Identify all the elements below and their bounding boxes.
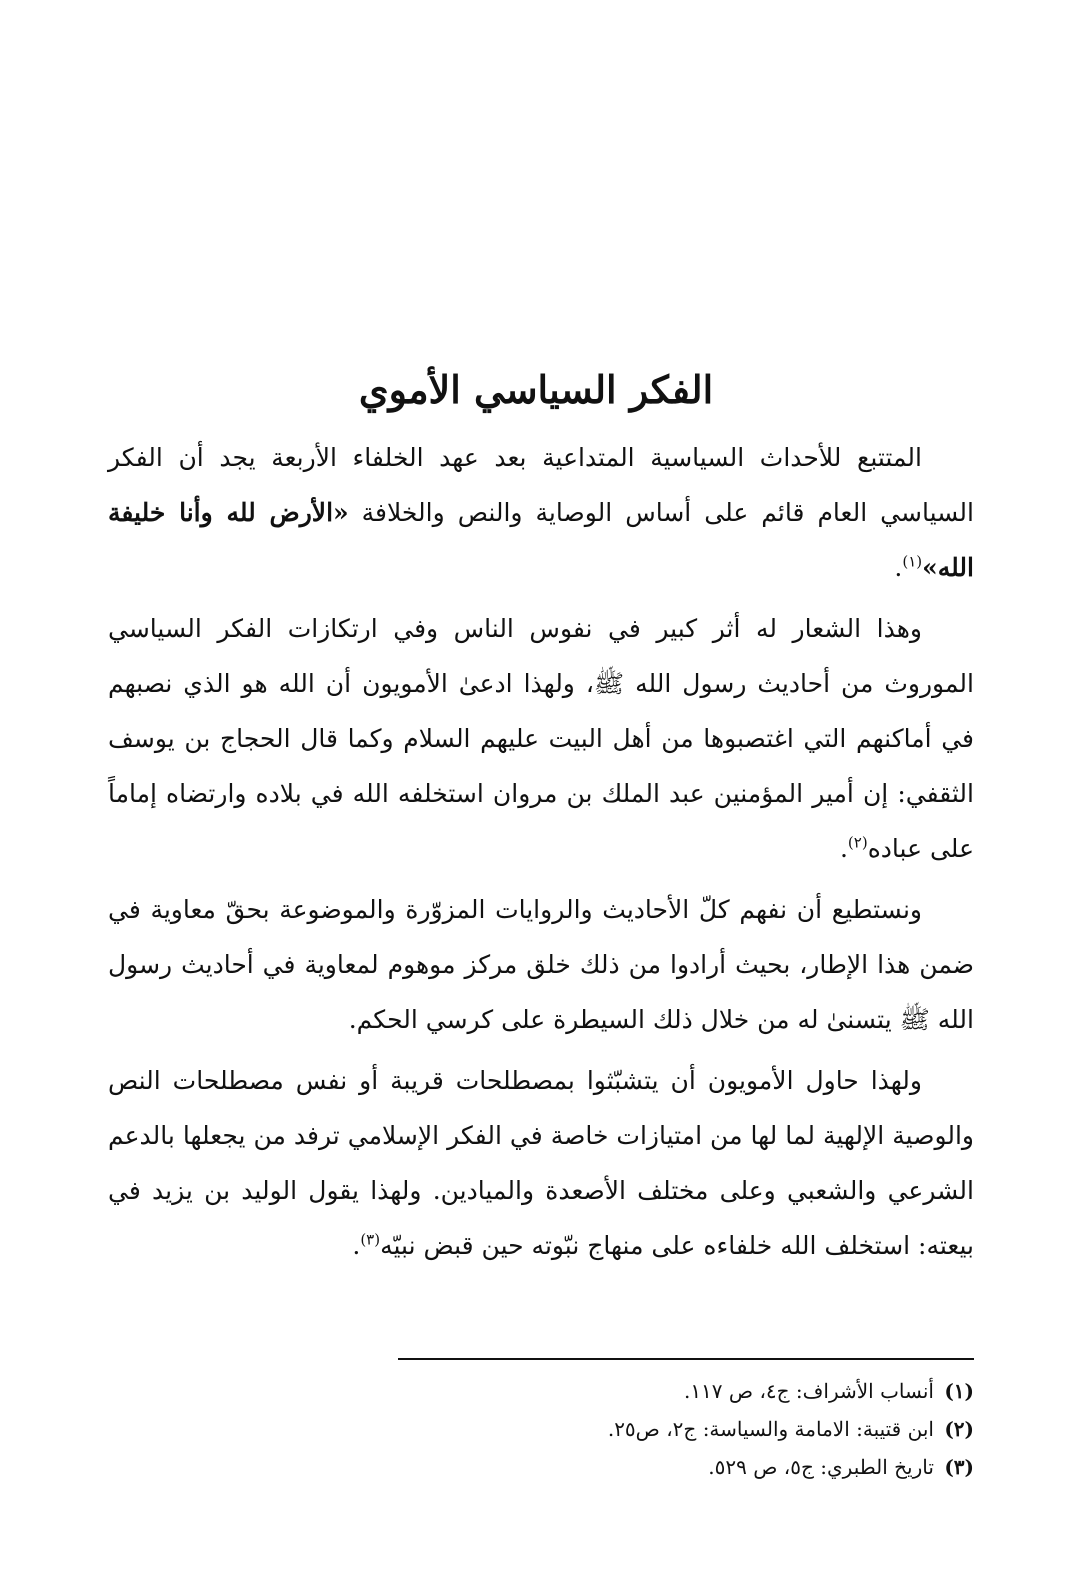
footnote-1-text: أنساب الأشراف: ج٤، ص ١١٧. [683, 1379, 934, 1403]
page-title: الفكر السياسي الأموي [358, 367, 714, 412]
paragraph-3 [108, 882, 974, 1047]
paragraph-1-text: المتتبع للأحداث السياسية المتداعية بعد عهد الخلفاء الأربعة يجد أن الفكر السياسي العام قائم على أساس الوصاية والنص والخلافة [108, 443, 974, 527]
paragraph-3-text: ونستطيع أن نفهم كلّ الأحاديث والروايات المزوّرة والموضوعة بحقّ معاوية في ضمن هذا الإطار، بحيث أرادوا من ذلك خلق مركز موهوم لمعاوية في أحاديث رسول الله ﷺ يتسنىٰ له من خلال ذلك السيطرة على كرسي الحكم. [108, 895, 974, 1034]
footnote-ref-1: (١) [902, 552, 923, 571]
footnote-2-number: (٢) [944, 1417, 974, 1441]
page-body [108, 360, 974, 1279]
footnote-3-text: تاريخ الطبري: ج٥، ص ٥٢٩. [708, 1455, 934, 1479]
paragraph-2 [108, 601, 974, 876]
footnote-1-number: (١) [944, 1379, 974, 1403]
footnote-1 [108, 1372, 974, 1410]
footnote-2-text: ابن قتيبة: الامامة والسياسة: ج٢، ص٢٥. [607, 1417, 934, 1441]
paragraph-2-end: . [839, 834, 848, 863]
footnote-divider [398, 1358, 974, 1360]
paragraph-1-end: . [894, 553, 903, 582]
paragraph-1-quote: «الأرض لله وأنا خليفة الله» [108, 498, 974, 582]
footnote-3 [108, 1448, 974, 1486]
paragraph-4-end: . [352, 1231, 361, 1260]
footnote-ref-3: (٣) [360, 1230, 381, 1249]
footnotes [108, 1372, 974, 1486]
paragraph-2-text: وهذا الشعار له أثر كبير في نفوس الناس وفي ارتكازات الفكر السياسي الموروث من أحاديث رسول الله ﷺ، ولهذا ادعىٰ الأمويون أن الله هو الذي نصبهم في أماكنهم التي اغتصبوها من أهل البيت عليهم السلام وكما قال الحجاج بن يوسف الثقفي: إن أمير المؤمنين عبد الملك بن مروان استخلفه الله في بلاده وارتضاه إماماً على عباده [108, 614, 974, 863]
paragraph-4 [108, 1053, 974, 1273]
paragraph-1 [108, 430, 974, 595]
paragraph-4-text: ولهذا حاول الأمويون أن يتشبّثوا بمصطلحات قريبة أو نفس مصطلحات النص والوصية الإلهية لما لها من امتيازات خاصة في الفكر الإسلامي ترفد من يجعلها بالدعم الشرعي والشعبي وعلى مختلف الأصعدة والميادين. ولهذا يقول الوليد بن يزيد في بيعته: استخلف الله خلفاءه على منهاج نبّوته حين قبض نبيّه [108, 1066, 974, 1260]
footnote-2 [108, 1410, 974, 1448]
footnote-3-number: (٣) [944, 1455, 974, 1479]
footnote-ref-2: (٢) [847, 833, 868, 852]
